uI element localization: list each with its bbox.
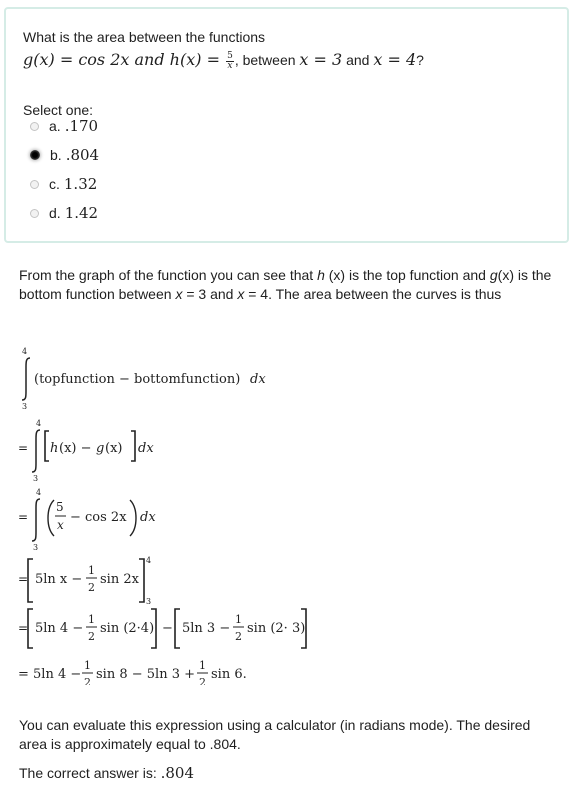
svg-text:(x) −: (x) −: [59, 441, 92, 456]
option-a[interactable]: a. .170: [30, 115, 98, 137]
radio-button-d[interactable]: [30, 209, 39, 218]
svg-text:1: 1: [84, 659, 91, 672]
solution-steps: [18, 345, 318, 685]
svg-text:5: 5: [56, 500, 64, 514]
question-formula: g(x) = cos 2x and h(x) = $\frac{5}{x}$ , between x = 3 and x = 4?: [23, 50, 424, 71]
svg-text:4: 4: [36, 419, 42, 428]
correct-answer: [19, 764, 194, 782]
option-b-value: .804: [65, 146, 100, 164]
step-5: [18, 609, 306, 648]
correct-answer-value: .804: [160, 764, 195, 782]
svg-text:h: h: [50, 441, 59, 456]
svg-text:2: 2: [199, 676, 206, 685]
evaluation-paragraph: You can evaluate this expression using a calculator (in radians mode). The desired area is approximately equal to .804.: [19, 717, 531, 752]
step-4: [18, 556, 151, 606]
svg-text:sin 8 − 5ln 3 +: sin 8 − 5ln 3 +: [96, 667, 195, 682]
step-1-integrand: (topfunction − bottomfunction): [34, 372, 241, 387]
step-6: [18, 659, 247, 685]
correct-answer-label: The correct answer is:: [19, 765, 161, 781]
option-b[interactable]: b. .804: [30, 144, 99, 166]
h-fraction: $\frac{5}{x}$: [227, 50, 233, 71]
svg-text:2: 2: [88, 630, 95, 643]
option-c[interactable]: c. 1.32: [30, 173, 97, 195]
x-equals-3: x = 3: [299, 50, 343, 69]
svg-text:5ln 3 −: 5ln 3 −: [182, 621, 231, 636]
svg-text:dx: dx: [250, 372, 266, 387]
svg-text:sin (2· 3): sin (2· 3): [247, 621, 306, 636]
radio-button-c[interactable]: [30, 180, 39, 189]
svg-text:1: 1: [88, 613, 95, 626]
svg-text:3: 3: [146, 597, 152, 606]
step-3: [18, 488, 156, 552]
svg-text:dx: dx: [140, 510, 156, 525]
svg-text:4: 4: [36, 488, 42, 497]
x-equals-4: x = 4: [373, 50, 417, 69]
svg-text:−: −: [162, 621, 173, 636]
svg-text:1: 1: [88, 564, 95, 577]
svg-text:=: =: [18, 621, 29, 635]
svg-text:sin 2x: sin 2x: [100, 572, 139, 587]
svg-text:dx: dx: [138, 441, 154, 456]
question-text: What is the area between the functions: [23, 29, 266, 45]
svg-text:(x): (x): [105, 441, 123, 456]
svg-text:1: 1: [199, 659, 206, 672]
svg-text:3: 3: [33, 543, 39, 552]
svg-text:g: g: [96, 441, 105, 456]
svg-text:= 5ln 4 −: = 5ln 4 −: [18, 667, 82, 682]
question-card: [4, 7, 569, 243]
step-2: [18, 419, 154, 483]
svg-text:1: 1: [235, 613, 242, 626]
svg-text:5ln 4 −: 5ln 4 −: [35, 621, 84, 636]
svg-text:3: 3: [33, 474, 39, 483]
option-c-value: 1.32: [63, 175, 98, 193]
svg-text:4: 4: [22, 347, 28, 356]
svg-text:x: x: [57, 518, 64, 532]
svg-text:2: 2: [235, 630, 242, 643]
explanation-paragraph: From the graph of the function you can see that h (x) is the top function and g(x) is the bottom function between x = 3 and x = 4. The area between the curves is thus: [19, 267, 552, 302]
option-d[interactable]: d. 1.42: [30, 202, 98, 224]
select-one-label: Select one:: [23, 102, 94, 118]
step-1: [22, 347, 266, 411]
radio-button-b-selected[interactable]: [30, 150, 40, 160]
radio-button-a[interactable]: [30, 122, 39, 131]
option-d-value: 1.42: [64, 204, 99, 222]
svg-text:=: =: [18, 572, 29, 586]
svg-text:4: 4: [146, 556, 152, 565]
svg-text:sin (2·4): sin (2·4): [100, 621, 155, 636]
svg-text:− cos 2x: − cos 2x: [70, 510, 127, 525]
svg-text:=: =: [18, 510, 29, 524]
svg-text:=: =: [18, 441, 29, 455]
option-a-value: .170: [64, 117, 99, 135]
svg-text:2: 2: [84, 676, 91, 685]
svg-text:5ln x −: 5ln x −: [35, 572, 83, 587]
svg-text:sin 6.: sin 6.: [211, 667, 247, 682]
svg-text:2: 2: [88, 581, 95, 594]
functions-expression: g(x) = cos 2x and h(x) =: [23, 50, 226, 69]
svg-text:3: 3: [22, 402, 28, 411]
